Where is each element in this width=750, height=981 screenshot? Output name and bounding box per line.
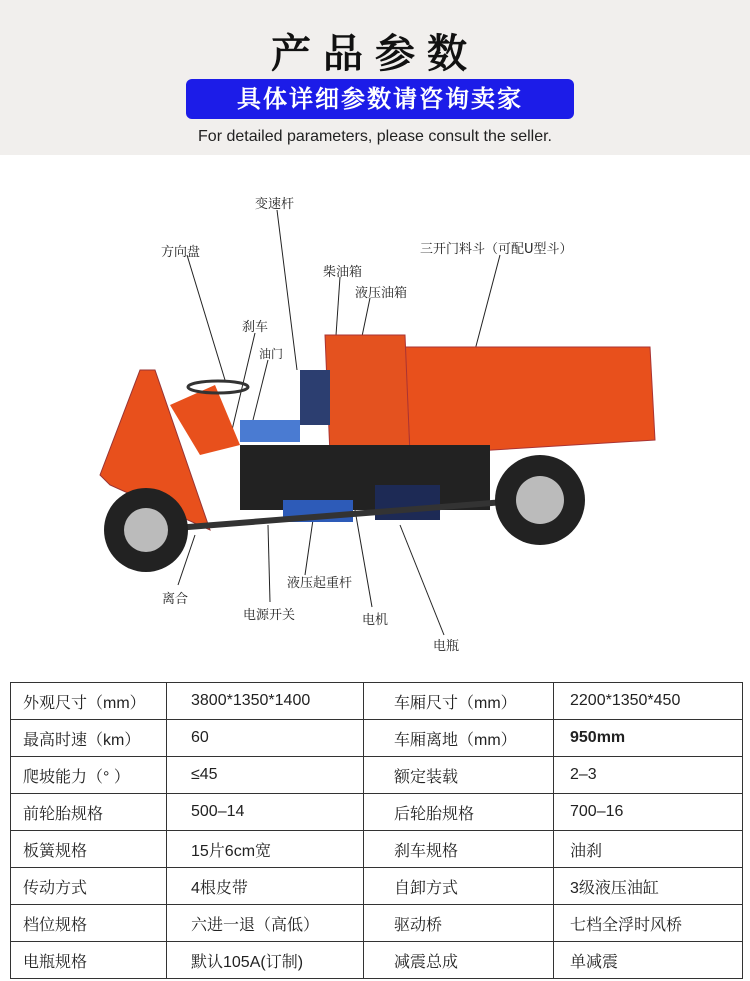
spec-label: 车厢尺寸（mm） [364,683,554,720]
table-row [11,942,743,979]
spec-value: 500–14 [167,794,364,831]
table-row [11,683,743,720]
spec-label: 自卸方式 [364,868,554,905]
spec-value: 六进一退（高低） [167,905,364,942]
subtitle: For detailed parameters, please consult the seller. [198,128,552,145]
label-brake: 刹车 [242,320,269,335]
front-wheel [104,488,188,572]
spec-label: 车厢离地（mm） [364,720,554,757]
table-row [11,720,743,757]
spec-value: 油刹 [554,831,743,868]
label-power-switch: 电源开关 [243,608,296,623]
spec-value: 七档全浮时风桥 [554,905,743,942]
spec-value: 60 [167,720,364,757]
spec-label: 减震总成 [364,942,554,979]
spec-label: 传动方式 [11,868,167,905]
table-row [11,905,743,942]
label-diesel-tank: 柴油箱 [323,265,363,280]
spec-value: 950mm [554,720,743,757]
spec-label: 后轮胎规格 [364,794,554,831]
label-gear-lever: 变速杆 [255,197,295,212]
rear-wheel [495,455,585,545]
spec-value: 4根皮带 [167,868,364,905]
spec-label: 外观尺寸（mm） [11,683,167,720]
table-row [11,868,743,905]
spec-value: ≤45 [167,757,364,794]
label-battery: 电瓶 [433,639,460,654]
spec-value: 单减震 [554,942,743,979]
spec-label: 最高时速（km） [11,720,167,757]
label-hydraulic-tank: 液压油箱 [355,286,408,301]
spec-label: 电瓶规格 [11,942,167,979]
label-motor: 电机 [362,613,389,628]
spec-value: 700–16 [554,794,743,831]
tricycle-image [0,155,750,675]
spec-value: 默认105A(订制) [167,942,364,979]
spec-value: 3800*1350*1400 [167,683,364,720]
label-throttle: 油门 [259,347,284,361]
spec-label: 刹车规格 [364,831,554,868]
spec-value: 3级液压油缸 [554,868,743,905]
label-clutch: 离合 [162,592,189,607]
spec-value: 2200*1350*450 [554,683,743,720]
spec-table [10,682,743,979]
header [0,0,750,155]
page-title: 产品参数 [271,31,479,77]
spec-label: 前轮胎规格 [11,794,167,831]
table-row [11,757,743,794]
spec-value: 15片6cm宽 [167,831,364,868]
label-steering-wheel: 方向盘 [161,245,201,260]
spec-value: 2–3 [554,757,743,794]
spec-label: 额定装载 [364,757,554,794]
label-cargo-box: 三开门料斗（可配U型斗） [420,242,573,257]
table-row [11,831,743,868]
spec-label: 驱动桥 [364,905,554,942]
banner: 具体详细参数请咨询卖家 [186,79,574,119]
spec-label: 爬坡能力（° ） [11,757,167,794]
label-hydraulic-lift-lever: 液压起重杆 [287,576,353,591]
table-row [11,794,743,831]
spec-label: 板簧规格 [11,831,167,868]
spec-label: 档位规格 [11,905,167,942]
